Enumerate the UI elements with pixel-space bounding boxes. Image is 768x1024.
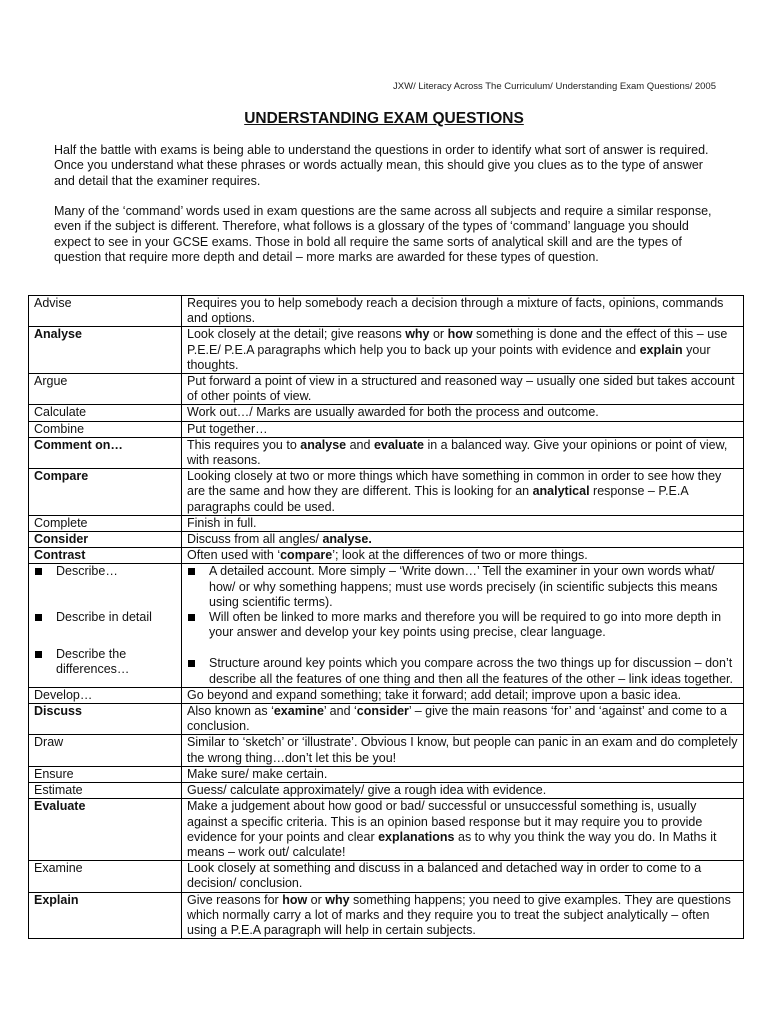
- term-examine: Examine: [29, 861, 182, 892]
- term-describe-group: [29, 564, 182, 687]
- definition-calculate: Work out…/ Marks are usually awarded for both the process and outcome.: [182, 405, 744, 421]
- table-row: [29, 374, 744, 405]
- table-row: [29, 515, 744, 531]
- bullet-icon: [35, 651, 42, 658]
- definition-describe-group: [182, 564, 744, 687]
- bullet-icon: [188, 614, 195, 621]
- glossary-table: [28, 295, 744, 939]
- term-estimate: Estimate: [29, 783, 182, 799]
- bullet-icon: [188, 568, 195, 575]
- term-comment-on: Comment on…: [29, 437, 182, 468]
- definition-complete: Finish in full.: [182, 515, 744, 531]
- table-row: [29, 327, 744, 374]
- definition-evaluate: Make a judgement about how good or bad/ successful or unsuccessful something is, usually against a specific criteria. This is an opinion based response but it may require you to provide evidence for your points and clear explanations as to why you think the way you do. In Maths it means – work out/ calculate!: [182, 799, 744, 861]
- table-row: [29, 548, 744, 564]
- term-advise: Advise: [29, 296, 182, 327]
- definition-draw: Similar to ‘sketch’ or ‘illustrate’. Obvious I know, but people can panic in an exam and do completely the wrong thing…don’t let this be you!: [182, 735, 744, 766]
- definition-estimate: Guess/ calculate approximately/ give a rough idea with evidence.: [182, 783, 744, 799]
- term-contrast: Contrast: [29, 548, 182, 564]
- table-row: [29, 421, 744, 437]
- definition-ensure: Make sure/ make certain.: [182, 766, 744, 782]
- term-discuss: Discuss: [29, 704, 182, 735]
- bullet-icon: [35, 568, 42, 575]
- table-row: [29, 687, 744, 703]
- term-complete: Complete: [29, 515, 182, 531]
- definition-compare: Looking closely at two or more things which have something in common in order to see how they are the same and how they are different. This is looking for an analytical response – P.E.A paragraphs could be used.: [182, 469, 744, 516]
- term-compare: Compare: [29, 469, 182, 516]
- term-combine: Combine: [29, 421, 182, 437]
- table-row: [29, 783, 744, 799]
- table-row: [29, 861, 744, 892]
- term-analyse: Analyse: [29, 327, 182, 374]
- definition-consider: Discuss from all angles/ analyse.: [182, 532, 744, 548]
- definition-describe-differences: Structure around key points which you compare across the two things up for discussion – don’t describe all the features of one thing and then all the features of the other – link ideas together.: [209, 656, 733, 686]
- table-row: [29, 437, 744, 468]
- table-row: [29, 532, 744, 548]
- header-note: JXW/ Literacy Across The Curriculum/ Understanding Exam Questions/ 2005: [393, 81, 716, 92]
- term-calculate: Calculate: [29, 405, 182, 421]
- term-evaluate: Evaluate: [29, 799, 182, 861]
- table-row: [29, 469, 744, 516]
- intro-paragraph-1: Half the battle with exams is being able to understand the questions in order to identify what sort of answer is required. Once you understand what these phrases or words actually mean, this should give you clues as to the type of answer and detail that the examiner requires.: [54, 143, 709, 188]
- intro-paragraph-2: Many of the ‘command’ words used in exam questions are the same across all subjects and require a similar response, even if the subject is different. Therefore, what follows is a glossary of the types of ‘command’ language you should expect to see in your GCSE exams. Those in bold all require the same sorts of analytical skill and are the types of question that require more depth and detail – more marks are awarded for these types of question.: [54, 204, 712, 265]
- definition-advise: Requires you to help somebody reach a decision through a mixture of facts, opinions, commands and options.: [182, 296, 744, 327]
- definition-describe: A detailed account. More simply – ‘Write down…’ Tell the examiner in your own words what/ how/ or why something happens; must use words precisely (in scientific subjects this means using scientific terms).: [209, 564, 718, 609]
- term-argue: Argue: [29, 374, 182, 405]
- bullet-icon: [188, 660, 195, 667]
- definition-combine: Put together…: [182, 421, 744, 437]
- definition-examine: Look closely at something and discuss in a balanced and detached way in order to come to a decision/ conclusion.: [182, 861, 744, 892]
- page-title: UNDERSTANDING EXAM QUESTIONS: [244, 110, 524, 127]
- term-describe-differences: Describe the differences…: [56, 646, 130, 677]
- definition-develop: Go beyond and expand something; take it forward; add detail; improve upon a basic idea.: [182, 687, 744, 703]
- table-row: [29, 735, 744, 766]
- term-describe: Describe…: [56, 564, 118, 579]
- table-row: [29, 766, 744, 782]
- term-draw: Draw: [29, 735, 182, 766]
- definition-argue: Put forward a point of view in a structured and reasoned way – usually one sided but takes account of other points of view.: [182, 374, 744, 405]
- term-develop: Develop…: [29, 687, 182, 703]
- table-row: [29, 704, 744, 735]
- definition-analyse: Look closely at the detail; give reasons why or how something is done and the effect of this – use P.E.E/ P.E.A paragraphs which help you to back up your points with evidence and explain your thoughts.: [182, 327, 744, 374]
- table-row: [29, 405, 744, 421]
- definition-describe-in-detail: Will often be linked to more marks and therefore you will be required to go into more depth in your answer and develop your key points using precise, clear language.: [209, 610, 722, 640]
- definition-discuss: Also known as ‘examine’ and ‘consider’ – give the main reasons ‘for’ and ‘against’ and come to a conclusion.: [182, 704, 744, 735]
- bullet-icon: [35, 614, 42, 621]
- table-row: [29, 799, 744, 861]
- table-row: [29, 296, 744, 327]
- term-consider: Consider: [29, 532, 182, 548]
- term-describe-in-detail: Describe in detail: [56, 609, 152, 624]
- definition-comment-on: This requires you to analyse and evaluate in a balanced way. Give your opinions or point of view, with reasons.: [182, 437, 744, 468]
- term-explain: Explain: [29, 892, 182, 939]
- table-row: [29, 892, 744, 939]
- term-ensure: Ensure: [29, 766, 182, 782]
- definition-explain: Give reasons for how or why something happens; you need to give examples. They are questions which normally carry a lot of marks and they require you to treat the subject analytically – often using a P.E.A paragraph will help in certain subjects.: [182, 892, 744, 939]
- table-row: [29, 564, 744, 687]
- definition-contrast: Often used with ‘compare’; look at the differences of two or more things.: [182, 548, 744, 564]
